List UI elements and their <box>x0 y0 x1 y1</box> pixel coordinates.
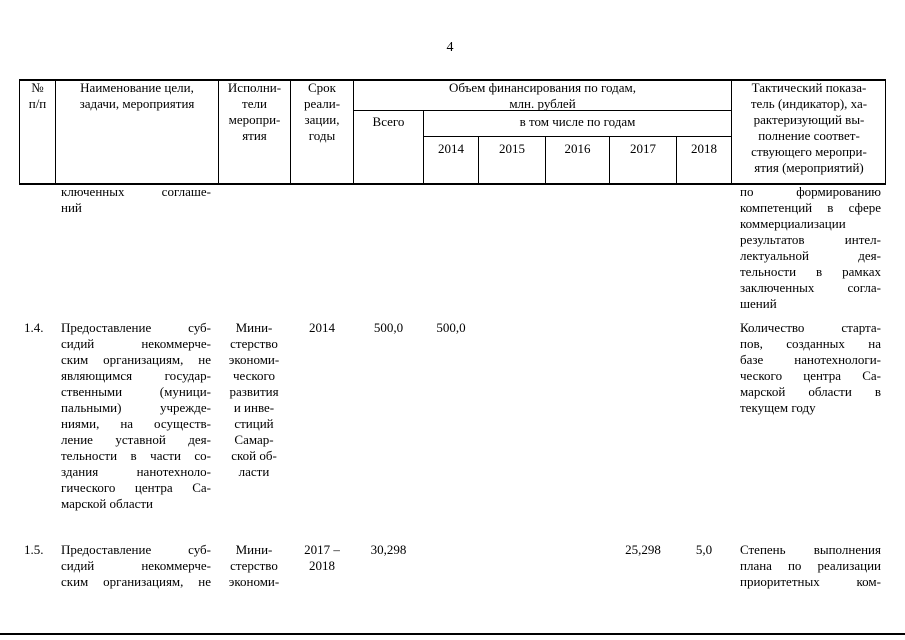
header-col-by-years: в том числе по годам <box>519 114 636 129</box>
row-1-4-executor: Мини- стерство экономи- ческого развития и инве- стиций Самар- ской об- ласти <box>228 320 280 479</box>
row-1-4-indicator: Количество старта- пов, созданных на базе нанотехнологи- ческого центра Са- марской области в текущем году <box>740 320 881 415</box>
cont-row-indicator: по формированию компетенций в сфере коммерциализации результатов интел- лектуальной дея- тельности в рамках заключенных согла- шений <box>740 184 881 311</box>
row-1-5-indicator: Степень выполнения плана по реализации приоритетных ком- <box>740 542 881 589</box>
cont-row-name: ключенных соглаше- ний <box>61 184 211 215</box>
row-1-4-total: 500,0 <box>373 320 404 335</box>
header-year-2018: 2018 <box>691 141 717 156</box>
header-col-name: Наименование цели, задачи, мероприятия <box>79 80 195 111</box>
header-year-2017: 2017 <box>630 141 656 156</box>
header-year-2014: 2014 <box>438 141 464 156</box>
page-number: 4 <box>446 40 454 55</box>
row-1-5-number: 1.5. <box>24 542 44 557</box>
row-1-5-2017: 25,298 <box>625 542 661 557</box>
row-1-4-2014: 500,0 <box>436 320 466 335</box>
row-1-5-term: 2017 – 2018 <box>304 542 340 573</box>
row-1-4-term: 2014 <box>309 320 335 335</box>
header-year-2015: 2015 <box>499 141 525 156</box>
header-col-total: Всего <box>372 114 405 129</box>
header-col-finance: Объем финансирования по годам, млн. рублей <box>448 80 637 111</box>
header-col-indicator: Тактический показа- тель (индикатор), ха- рактеризующий вы- полнение соответ- ствующего меропри- ятия (мероприятий) <box>750 80 868 175</box>
header-col-number: № п/п <box>28 80 47 111</box>
row-1-5-total: 30,298 <box>370 542 407 557</box>
row-1-5-2018: 5,0 <box>695 542 713 557</box>
row-1-5-name: Предоставление суб- сидий некоммерче- ским организациям, не <box>61 542 211 589</box>
row-1-5-executor: Мини- стерство экономи- <box>228 542 280 589</box>
header-year-2016: 2016 <box>564 141 591 156</box>
header-col-executors: Исполни- тели меропри- ятия <box>227 80 282 143</box>
row-1-4-name: Предоставление суб- сидий некоммерче- ским организациям, не являющимся государ- ственными (муници- пальными) учрежде- ниями, на осуществ- ление уставной дея- тельности в части со- здания нанотехноло- гического центра Са- марской области <box>61 320 211 511</box>
table-header <box>0 0 905 190</box>
row-1-4-number: 1.4. <box>24 320 44 335</box>
page-bottom-border <box>0 633 905 635</box>
header-years-divider <box>423 136 731 137</box>
header-col-term: Срок реали- зации, годы <box>303 80 341 143</box>
